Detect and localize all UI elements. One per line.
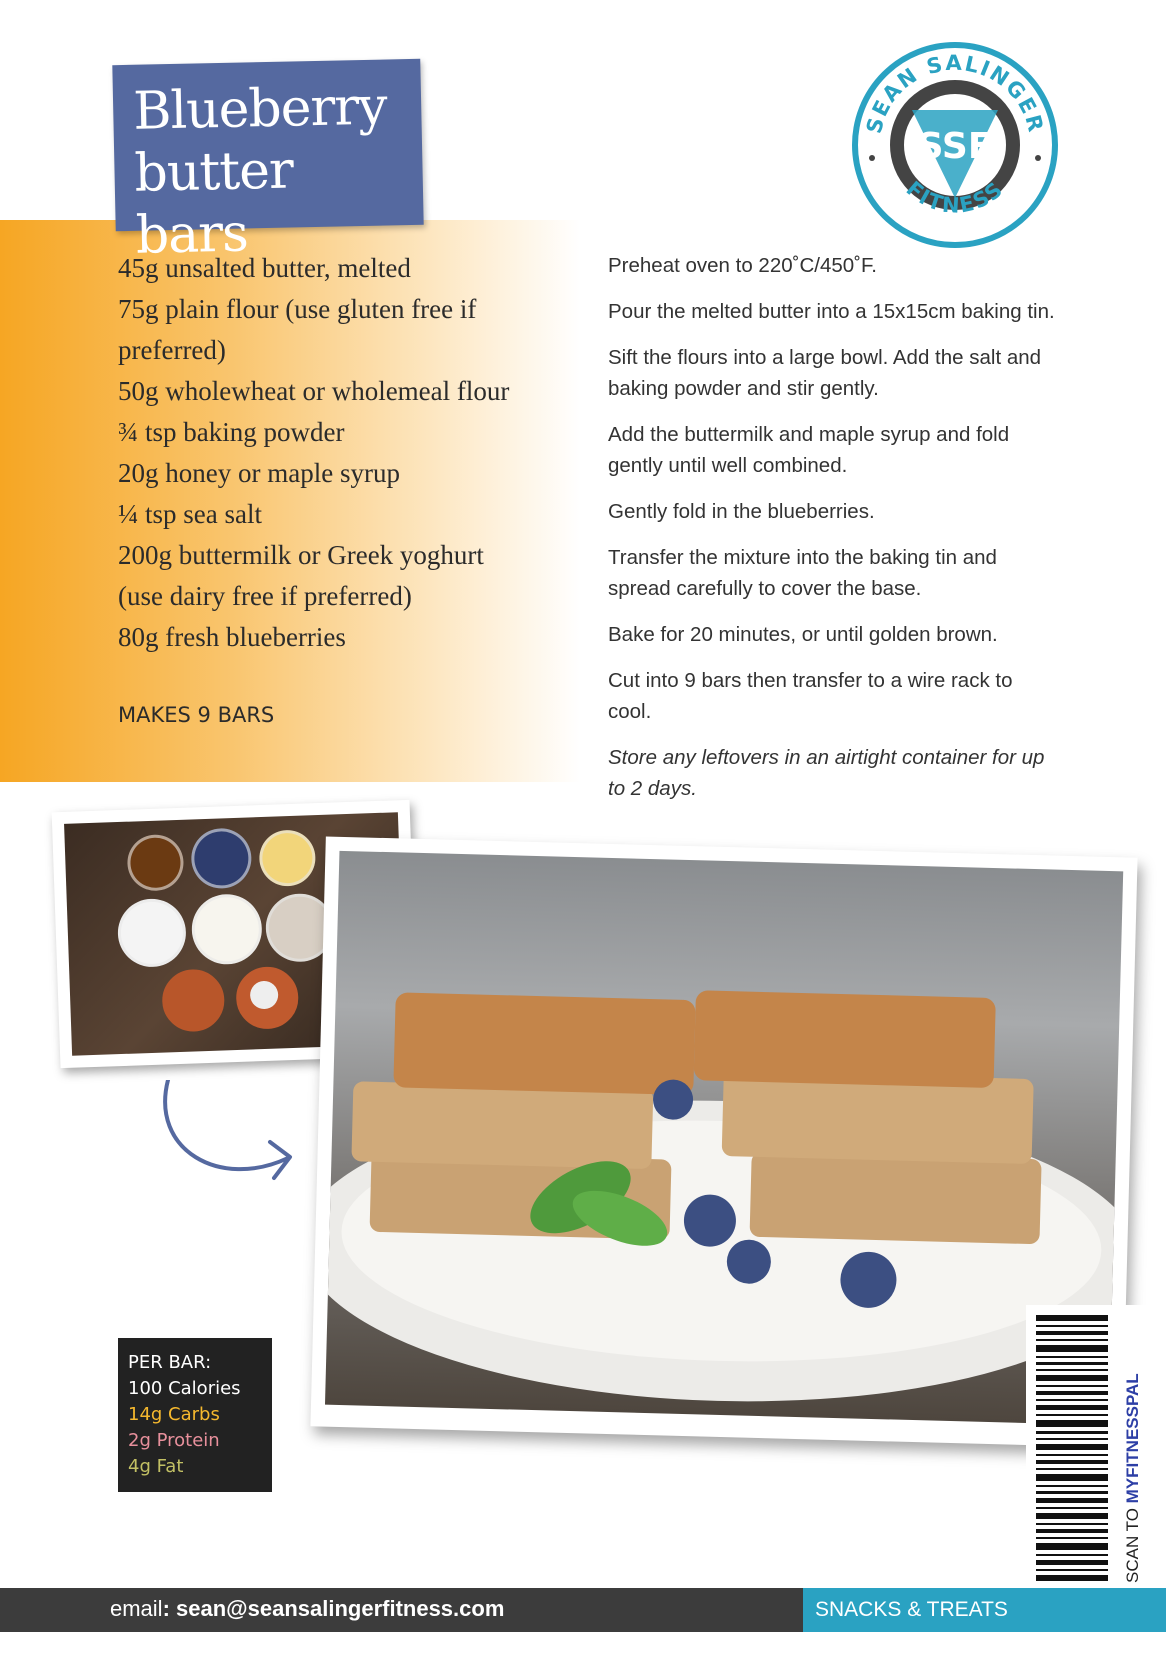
curved-arrow-icon xyxy=(160,1080,320,1240)
ingredient-item: ¼ tsp sea salt xyxy=(118,499,262,529)
ingredient-item: ¾ tsp baking powder xyxy=(118,417,345,447)
logo-bottom-text: FITNESS xyxy=(901,176,1009,218)
method-step: Cut into 9 bars then transfer to a wire rack to cool. xyxy=(608,669,1013,723)
scan-prefix: SCAN TO xyxy=(1123,1503,1142,1583)
barcode-panel xyxy=(1026,1305,1152,1590)
bar-stack-left-middle xyxy=(351,1081,653,1169)
ingredients-list xyxy=(118,248,578,658)
logo-dot-icon xyxy=(869,155,875,161)
ingredient-item: 75g plain flour (use gluten free if xyxy=(118,294,477,324)
ingredient-item: preferred) xyxy=(118,335,226,365)
bowl-yoghurt xyxy=(191,893,263,965)
footer-bar xyxy=(0,1588,1166,1632)
logo-dot-icon xyxy=(1035,155,1041,161)
finished-bars-photo-image xyxy=(325,851,1123,1425)
ingredient-item: 20g honey or maple syrup xyxy=(118,458,400,488)
email-link[interactable]: : sean@seansalingerfitness.com xyxy=(162,1596,505,1621)
logo-monogram: SSF xyxy=(917,126,993,167)
bowl-maple-syrup xyxy=(127,834,185,892)
method-step: Transfer the mixture into the baking tin and spread carefully to cover the base. xyxy=(608,546,997,600)
bowl-butter xyxy=(258,829,316,887)
finished-bars-photo xyxy=(310,836,1137,1447)
brand-logo xyxy=(850,40,1060,250)
bars-illustration xyxy=(325,851,1123,1425)
ingredient-item: 45g unsalted butter, melted xyxy=(118,253,411,283)
method-steps xyxy=(608,250,1058,819)
footer-email xyxy=(110,1596,504,1622)
storage-note: Store any leftovers in an airtight container for up to 2 days. xyxy=(608,746,1045,800)
method-step: Sift the flours into a large bowl. Add the salt and baking powder and stir gently. xyxy=(608,346,1042,400)
method-step: Pour the melted butter into a 15x15cm baking tin. xyxy=(608,300,1055,323)
recipe-title: Blueberry butter bars xyxy=(132,76,388,266)
nutrition-carbs: 14g Carbs xyxy=(128,1404,220,1425)
method-step: Gently fold in the blueberries. xyxy=(608,500,875,523)
logo-top-text: SEAN SALINGER xyxy=(861,50,1049,136)
yield-label: MAKES 9 BARS xyxy=(118,703,275,727)
bowl-flour xyxy=(117,898,187,968)
bowl-blueberries xyxy=(190,827,252,889)
ingredient-item: 50g wholewheat or wholemeal flour xyxy=(118,376,510,406)
category-tag: SNACKS & TREATS xyxy=(803,1588,1166,1632)
method-step: Preheat oven to 220˚C/450˚F. xyxy=(608,254,877,277)
nutrition-box xyxy=(118,1338,272,1492)
barcode-caption xyxy=(1123,1373,1142,1583)
ingredient-item: (use dairy free if preferred) xyxy=(118,581,412,611)
bar-stack-right-top xyxy=(694,990,996,1088)
email-label: email xyxy=(110,1596,163,1621)
app-name: MYFITNESSPAL xyxy=(1123,1373,1142,1504)
method-step: Bake for 20 minutes, or until golden brown. xyxy=(608,623,998,646)
barcode-icon[interactable] xyxy=(1026,1305,1152,1590)
bar-stack-right-bottom xyxy=(750,1152,1042,1245)
bar-stack-left-top xyxy=(393,992,695,1095)
ingredient-item: 200g buttermilk or Greek yoghurt xyxy=(118,540,484,570)
title-card xyxy=(112,59,423,266)
nutrition-protein: 2g Protein xyxy=(128,1430,220,1451)
nutrition-fat: 4g Fat xyxy=(128,1456,184,1477)
bowl-sea-salt xyxy=(161,968,225,1032)
ingredient-item: 80g fresh blueberries xyxy=(118,622,346,652)
nutrition-calories: 100 Calories xyxy=(128,1378,241,1399)
nutrition-heading: PER BAR: xyxy=(128,1352,212,1373)
method-step: Add the buttermilk and maple syrup and fold gently until well combined. xyxy=(608,423,1010,477)
